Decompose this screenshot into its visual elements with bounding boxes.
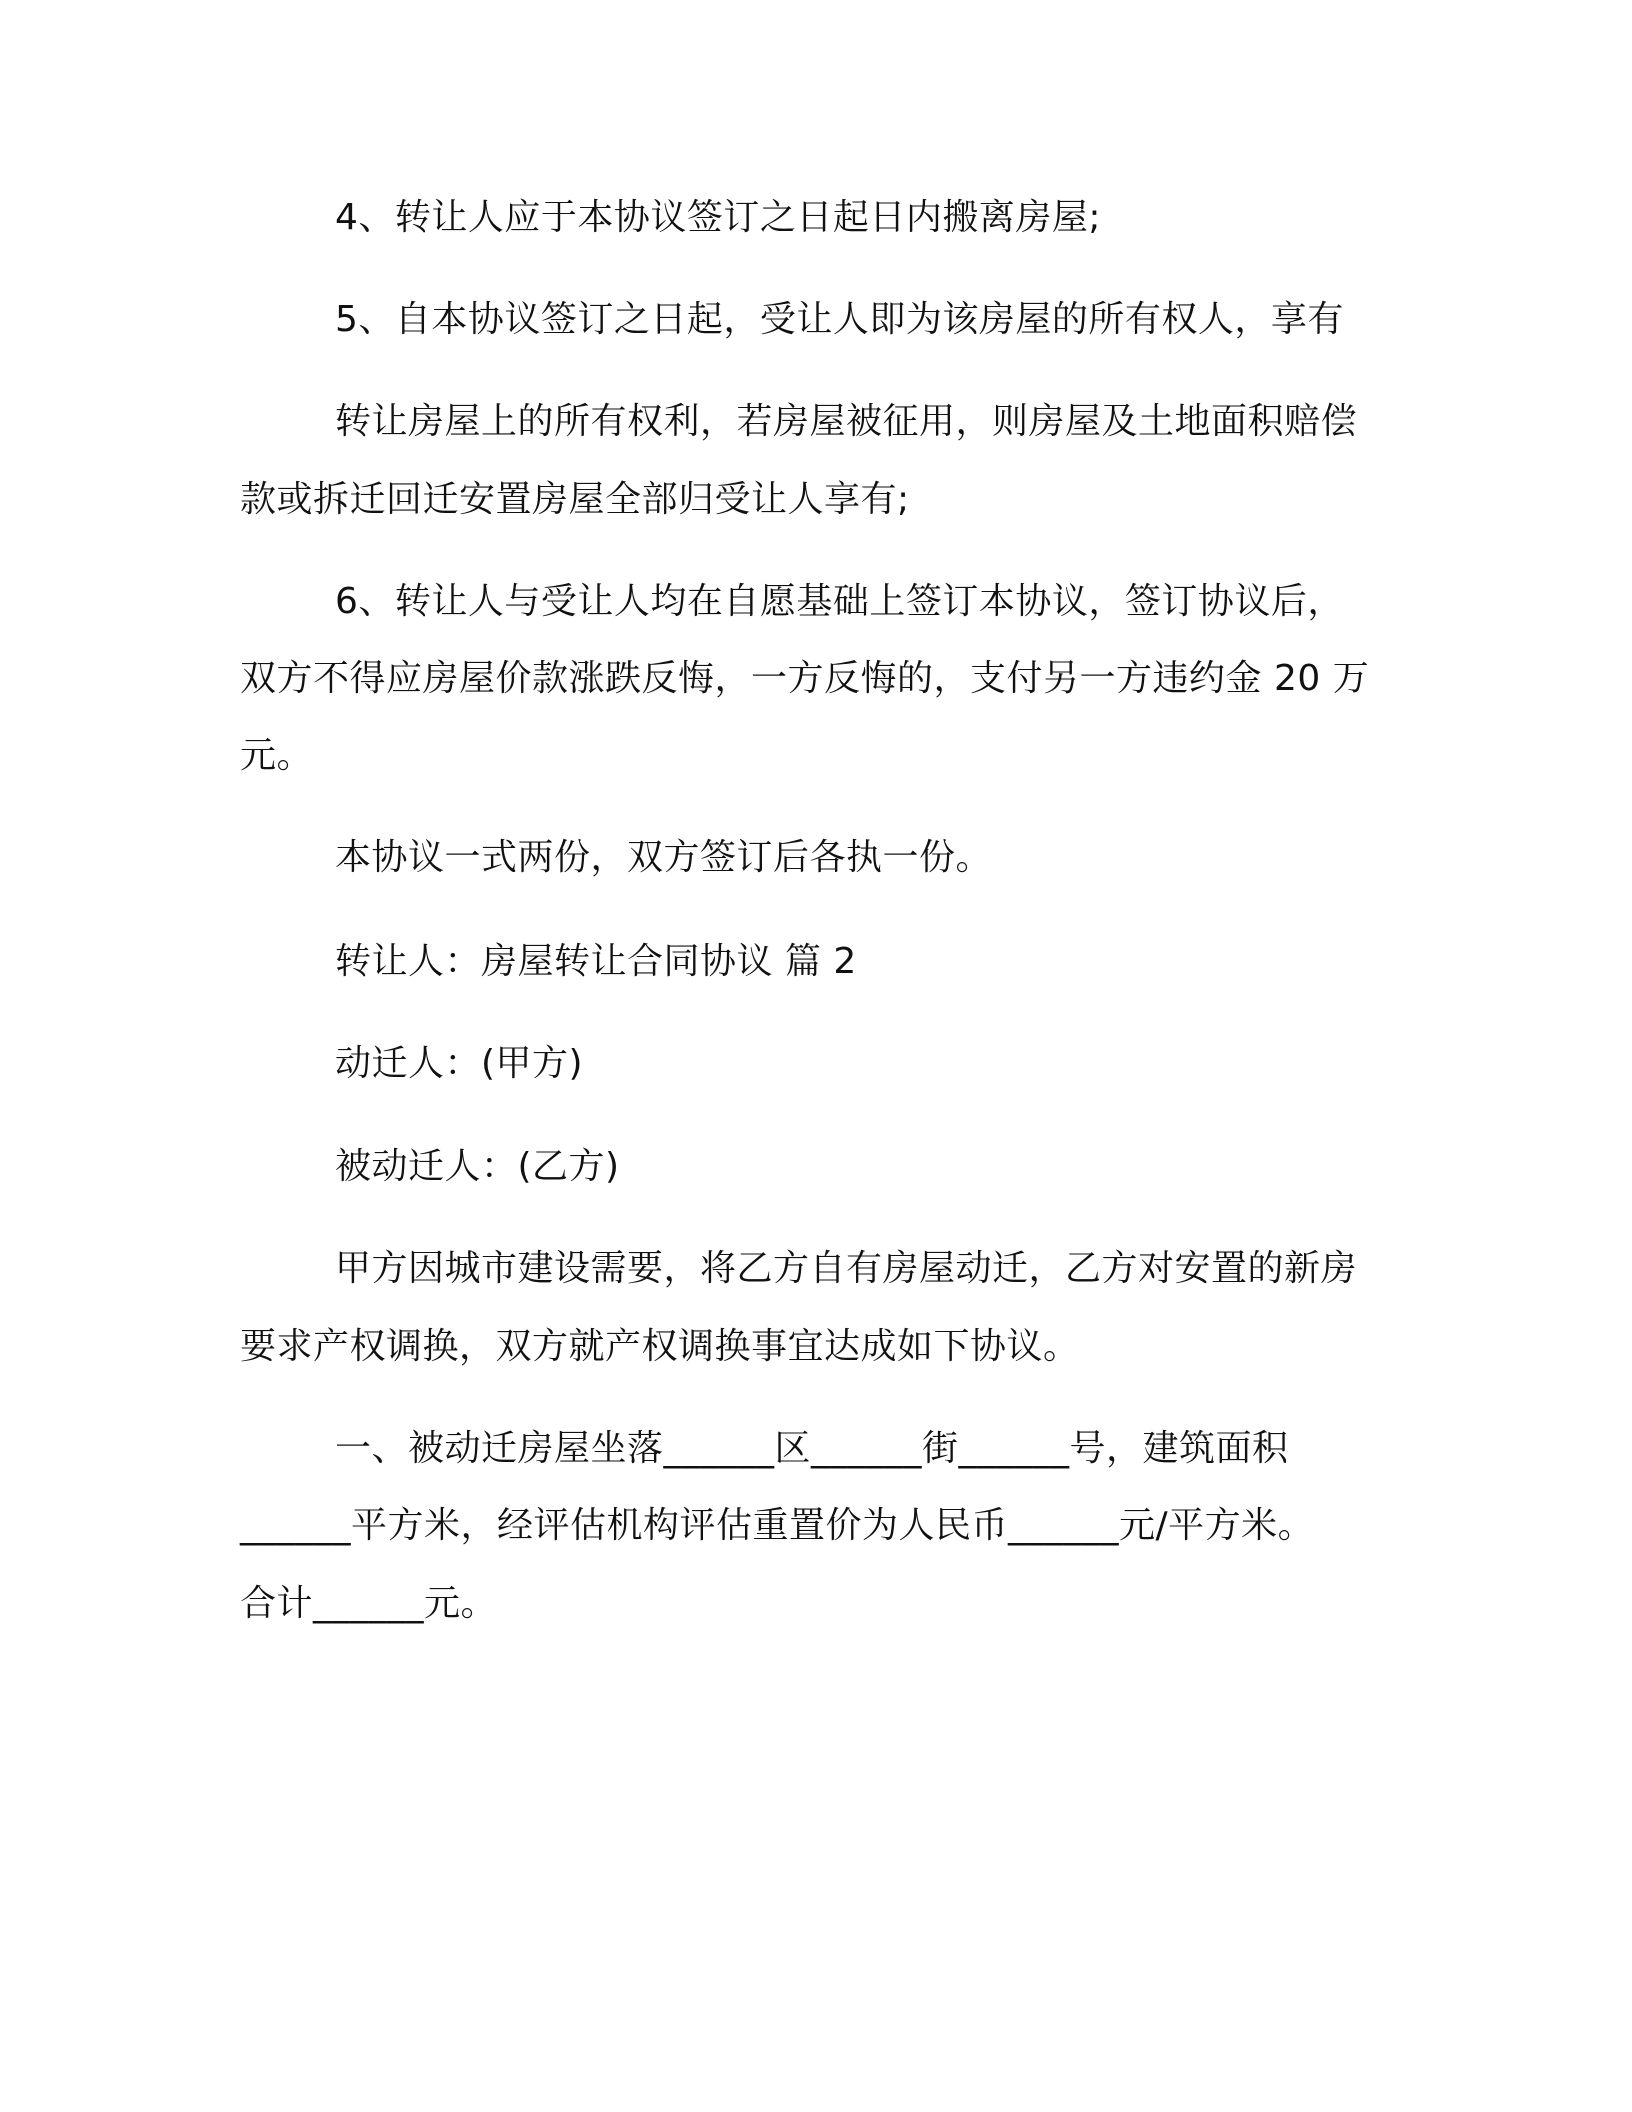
paragraph-line: 合计______元。 — [240, 1583, 498, 1624]
paragraph-line: 4、转让人应于本协议签订之日起日内搬离房屋; — [335, 197, 1102, 238]
paragraph-line: 动迁人：(甲方) — [335, 1043, 584, 1084]
paragraph-line: 双方不得应房屋价款涨跌反悔，一方反悔的，支付另一方违约金 20 万 — [240, 658, 1370, 699]
paragraph-line: 5、自本协议签订之日起，受让人即为该房屋的所有权人，享有 — [335, 299, 1344, 340]
paragraph-line: 一、被动迁房屋坐落______区______街______号，建筑面积 — [335, 1428, 1289, 1469]
paragraph-line: 转让人：房屋转让合同协议 篇 2 — [335, 941, 857, 982]
paragraph-line: 6、转让人与受让人均在自愿基础上签订本协议，签订协议后， — [335, 581, 1344, 622]
paragraph-line: 被动迁人：(乙方) — [335, 1146, 620, 1187]
paragraph-line: 本协议一式两份，双方签订后各执一份。 — [335, 837, 993, 878]
paragraph-line: 转让房屋上的所有权利，若房屋被征用，则房屋及土地面积赔偿 — [335, 401, 1358, 442]
paragraph-line: ______平方米，经评估机构评估重置价为人民币______元/平方米。 — [240, 1505, 1315, 1546]
paragraph-line: 元。 — [240, 735, 314, 776]
paragraph-line: 款或拆迁回迁安置房屋全部归受让人享有; — [240, 479, 910, 520]
paragraph-line: 甲方因城市建设需要，将乙方自有房屋动迁，乙方对安置的新房 — [335, 1248, 1358, 1289]
paragraph-line: 要求产权调换，双方就产权调换事宜达成如下协议。 — [240, 1326, 1080, 1367]
